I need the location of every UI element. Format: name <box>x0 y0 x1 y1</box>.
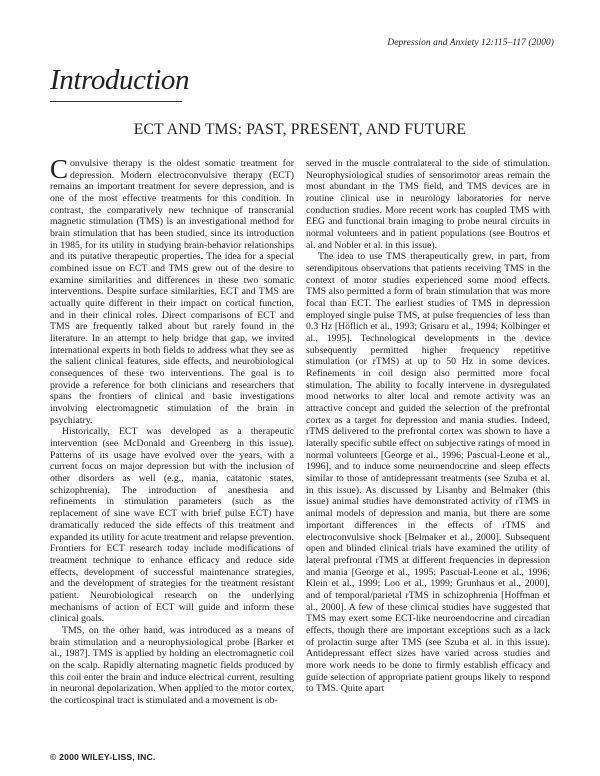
paragraph: TMS, on the other hand, was introduced as a means of brain stimulation and a neurophysiological probe [Barker et al., 1987]. TMS is applied by holding an electromagnetic coil on the scalp. Rapidly alternating magnetic fields produced by this coil enter the brain and induce electrical current, resulting in neuronal depolarization. When applied to the motor cortex, the corticospinal tract is stimulated and a movement is ob- <box>50 624 294 706</box>
paragraph <box>50 154 294 426</box>
right-column <box>306 158 550 695</box>
paragraph: The idea to use TMS therapeutically grew, in part, from serendipitous observations that patients receiving TMS in the context of motor studies experienced some mood effects. TMS also permitted a form of brain stimulation that was more focal than ECT. The earliest studies of TMS in depression employed single pulse TMS, at pulse frequencies of less than 0.3 Hz [Höflich et al., 1993; Grisaru et al., 1994; Kolbinger et al., 1995]. Technological developments in the device subsequently permitted higher frequency repetitive stimulation (or rTMS) at up to 50 Hz in some devices. Refinements in coil design also permitted more focal stimulation. The ability to focally intervene in dysregulated mood networks to alter local and remote activity was an attractive concept and guided the selection of the prefrontal cortex as a target for depression and mania studies. Indeed, rTMS delivered to the prefrontal cortex was shown to have a laterally specific subtle effect on subjective ratings of mood in normal volunteers [George et al., 1996; Pascual-Leone et al., 1996], and to induce some neuroendocrine and sleep effects similar to those of antidepressant treatments (see Szuba et al. in this issue). As discussed by Lisanby and Belmaker (this issue) animal studies have demonstrated activity of rTMS in animal models of depression and mania, but there are some important differences in the effects of rTMS and electroconvulsive shock [Belmaker et al., 2000]. Subsequent open and blinded clinical trials have examined the utility of lateral prefrontal rTMS at different frequencies in depression and mania [George et al., 1995; Pascual-Leone et al., 1996; Klein et al., 1999; Loo et al., 1999; Grunhaus et al., 2000], and of temporal/parietal rTMS in schizophrenia [Hoffman et al., 2000]. A few of these clinical studies have suggested that TMS may exert some ECT-like neuroendocrine and circadian effects, though there are important exceptions such as a lack of prolactin surge after TMS (see Szuba et al. in this issue). Antidepressant effect sizes have varied across studies and more work needs to be done to firmly establish efficacy and guide selection of appropriate patient groups likely to respond to TMS. Quite apart <box>306 251 550 695</box>
running-head: Depression and Anxiety 12:115–117 (2000) <box>387 38 554 48</box>
paragraph: Historically, ECT was developed as a therapeutic intervention (see McDonald and Greenberg in this issue). Patterns of its usage have evolved over the years, with a current focus on major depression but with the inclusion of other disorders as well (e.g., mania, catatonic states, schizophrenia). The introduction of anesthesia and refinements in stimulation parameters (such as the replacement of sine wave ECT with brief pulse ECT) have dramatically reduced the side effects of this treatment and expanded its utility for acute treatment and relapse prevention. Frontiers for ECT research today include modifications of treatment technique to enhance efficacy and reduce side effects, development of successful maintenance strategies, and the development of strategies for the treatment resistant patient. Neurobiological research on the underlying mechanisms of action of ECT will guide and inform these clinical goals. <box>50 426 294 625</box>
section-title: Introduction <box>50 64 190 96</box>
section-title-underline <box>50 101 182 102</box>
drop-cap: C <box>50 154 69 184</box>
article-title: ECT AND TMS: PAST, PRESENT, AND FUTURE <box>133 121 467 138</box>
paragraph-text: onvulsive therapy is the oldest somatic treatment for depression. Modern electroconvulsive therapy (ECT) remains an important treatment for severe depression, and is one of the most effective treatments for this condition. In contrast, the comparatively new technique of transcranial magnetic stimulation (TMS) is an investigational method for brain stimulation that has been studied, since its introduction in 1985, for its utility in studying brain-behavior relationships and its putative therapeutic properties. The idea for a special combined issue on ECT and TMS grew out of the desire to examine similarities and differences in these two somatic interventions. Despite surface similarities, ECT and TMS are actually quite different in their impact on cortical function, and in their clinical roles. Direct comparisons of ECT and TMS are frequently talked about but rarely found in the literature. In an attempt to help bridge that gap, we invited international experts in both fields to address what they see as the salient clinical features, side effects, and neurobiological consequences of these two interventions. The goal is to provide a reference for both clinicians and researchers that spans the frontiers of clinical and basic investigations involving electromagnetic stimulation of the brain in psychiatry. <box>50 158 294 426</box>
copyright-notice: © 2000 WILEY-LISS, INC. <box>50 752 156 762</box>
paragraph: served in the muscle contralateral to the side of stimulation. Neurophysiological studies of sensorimotor areas remain the most abundant in the TMS field, and TMS devices are in routine clinical use in neurology laboratories for nerve conduction studies. More recent work has coupled TMS with EEG and functional brain imaging to probe neural circuits in normal volunteers and in patient populations (see Boutros et al. and Nobler et al. in this issue). <box>306 158 550 251</box>
left-column <box>50 154 294 707</box>
